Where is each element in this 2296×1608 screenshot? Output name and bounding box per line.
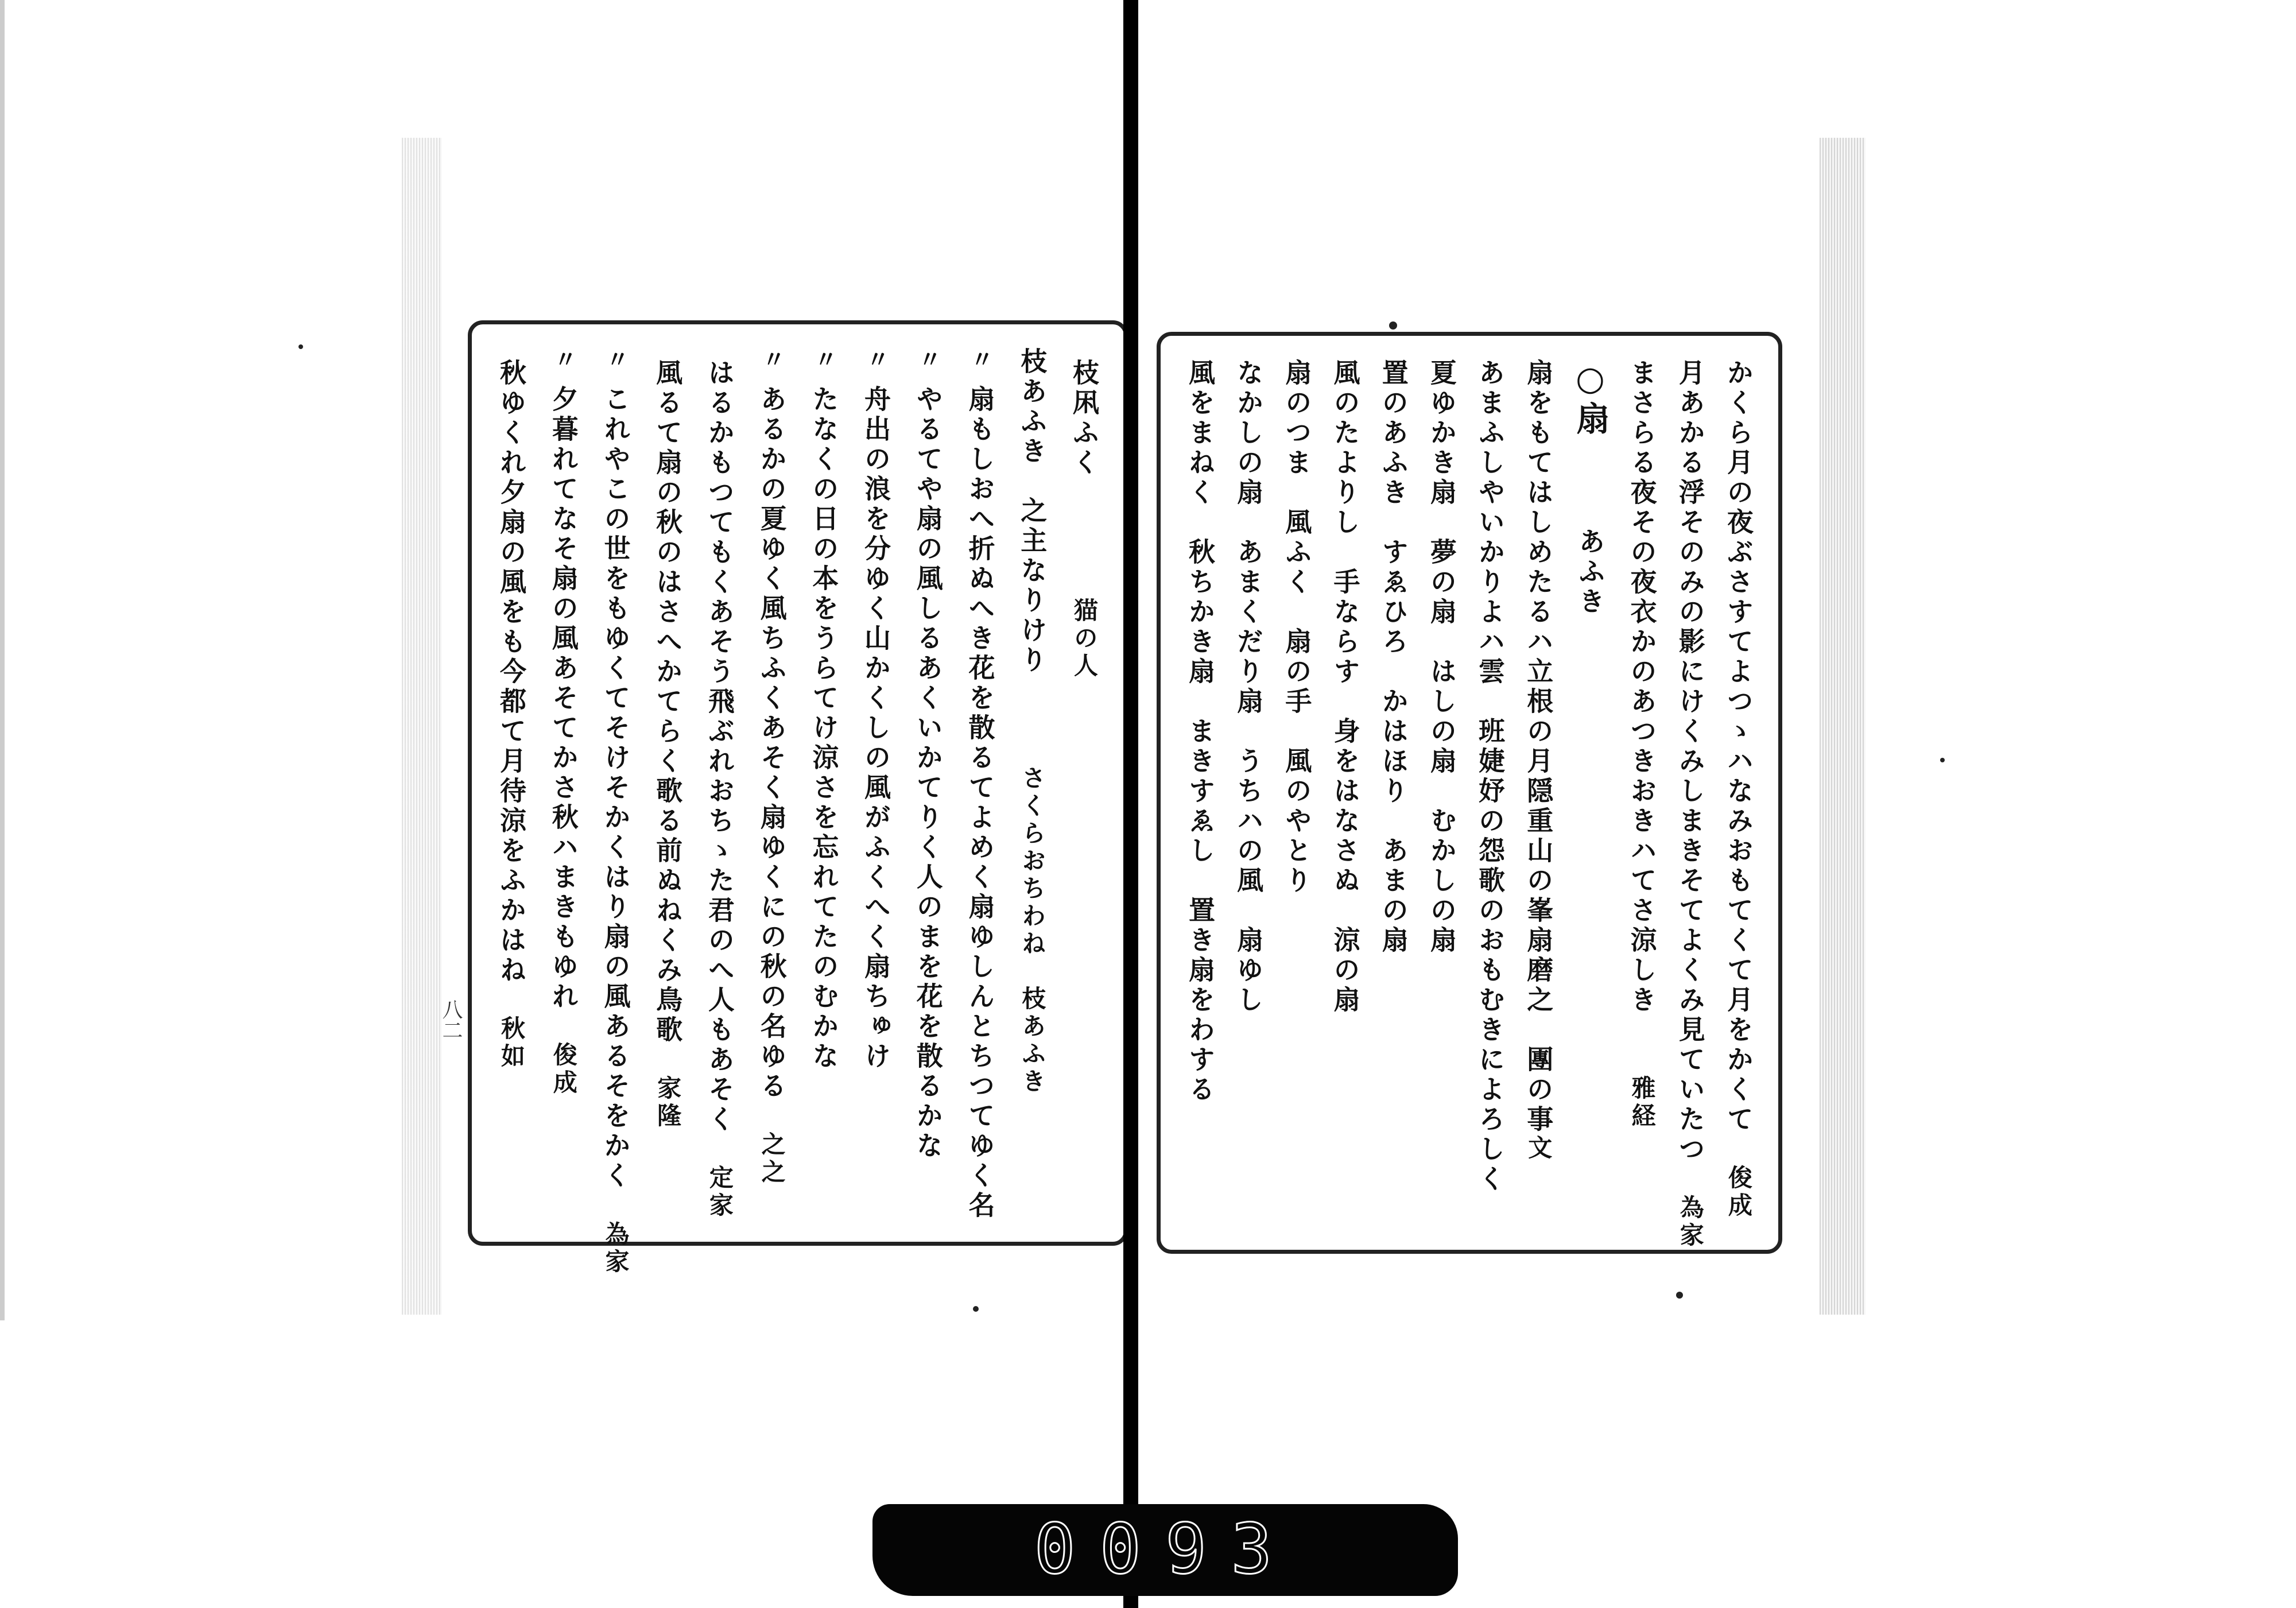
column-text: 置のあふき すゑひろ かはほり あまの扇 <box>1378 359 1409 956</box>
column-author: 家隆 <box>654 1075 682 1130</box>
left-col-8 <box>704 347 735 1220</box>
column-text: 月あかる浮そのみの影にけくみしまきそてよくみ見ていたつ <box>1674 359 1706 1165</box>
column-author: 俊成 <box>549 1042 578 1097</box>
column-author: 定家 <box>705 1165 734 1220</box>
column-text: あふき <box>1574 528 1606 617</box>
right-col-6 <box>1475 359 1506 1227</box>
column-text: はるかもつてもくあそう飛ぶれおちゝた君のへ人もあそく <box>704 359 735 1135</box>
column-text: 枝凩ふく <box>1068 359 1100 478</box>
left-col-12 <box>498 347 525 1219</box>
column-author: 為家 <box>602 1221 630 1276</box>
left-col-9 <box>652 347 684 1219</box>
left-page-edge <box>402 138 442 1315</box>
right-binding-line <box>0 0 5 1320</box>
right-col-5 <box>1525 359 1552 1227</box>
right-col-12 <box>1185 359 1216 1227</box>
left-col-10: 〃これやこの世をもゆくてそけそかくはり扇の風あるそをかく 為家 <box>600 347 631 1276</box>
left-page-columns <box>496 347 1100 1276</box>
right-col-9 <box>1329 359 1361 1227</box>
right-col-8 <box>1380 359 1407 1227</box>
right-page-edge <box>1820 138 1865 1315</box>
column-text: 扇のつま 風ふく 扇の手 風のやとり <box>1281 359 1313 896</box>
column-text: 舟出の浪を分ゆく山かくしの風がふくへく扇ちゅけ <box>860 385 892 1072</box>
right-col-1 <box>1725 359 1752 1227</box>
left-page <box>468 320 1128 1276</box>
column-text: あまふしやいかりよハ雲 班婕妤の怨歌のおもむきによろしく <box>1475 359 1506 1195</box>
dust-speck <box>298 344 303 349</box>
column-text: 夕暮れてなそ扇の風あそてかさ秋ハまきもゆれ <box>548 385 579 1012</box>
column-author: 雅経 <box>1628 1075 1657 1130</box>
frame-number-stamp <box>872 1504 1458 1596</box>
left-col-3: 〃扇もしおへ折ぬへき花を散るてよめく扇ゆしんとちつてゆく名 <box>964 347 996 1221</box>
left-col-1 <box>1068 347 1100 1219</box>
column-text: まさらる夜その夜衣かのあつきおきハてさ涼しき <box>1626 359 1658 1016</box>
folio-number: 八二 <box>439 999 463 1040</box>
book-gutter <box>1123 0 1138 1608</box>
column-text: 風をまねく 秋ちかき扇 まきすゑし 置き扇をわする <box>1185 359 1216 1105</box>
right-page-columns <box>1185 359 1754 1250</box>
column-text: 扇をもてはしめたるハ立根の月隠重山の峯扇磨之 團の事 <box>1523 359 1554 1135</box>
column-author: さくらおちわね 枝あふき <box>1018 765 1047 1096</box>
column-text: たなくの日の本をうらてけ涼さを忘れてたのむかな <box>808 385 840 1072</box>
column-text: 枝あふき 之主なりけり <box>1017 347 1048 676</box>
column-text: 夏ゆかき扇 夢の扇 はしの扇 むかしの扇 <box>1426 359 1457 956</box>
dust-speck <box>1389 321 1397 330</box>
column-text: 秋ゆくれ夕扇の風をも今都て月待涼をふかはね <box>496 359 527 986</box>
column-text: 風るて扇の秋のはさへかてらく歌る前ぬねくみ鳥歌 <box>652 359 684 1045</box>
column-text: なかしの扇 あまくだり扇 うちハの風 扇ゆし <box>1233 359 1265 1016</box>
column-author: 秋如 <box>498 1016 526 1071</box>
left-col-6: 〃たなくの日の本をうらてけ涼さを忘れてたのむかな <box>808 347 840 1072</box>
column-text: かくら月の夜ぶさすてよつゝハなみおもてくて月をかくて <box>1723 359 1754 1135</box>
right-col-11 <box>1233 359 1265 1227</box>
column-text: これやこの世をもゆくてそけそかくはり扇の風あるそをかく <box>600 385 631 1191</box>
right-col-7 <box>1426 359 1457 1227</box>
right-col-3 <box>1626 359 1658 1227</box>
column-text: やるてや扇の風しるあくいかてりく人のまを花を散るかな <box>912 385 944 1161</box>
left-col-7: 〃あるかの夏ゆく風ちふくあそく扇ゆくにの秋の名ゆる 之之 <box>756 347 788 1187</box>
dust-speck <box>1676 1292 1683 1299</box>
right-col-10 <box>1281 359 1313 1227</box>
column-author: 猫の人 <box>1070 598 1099 680</box>
column-text: 扇もしおへ折ぬへき花を散るてよめく扇ゆしんとちつてゆく名 <box>964 385 996 1221</box>
column-author: 文 <box>1525 1135 1553 1163</box>
column-author: 俊成 <box>1724 1165 1753 1220</box>
right-col-4 <box>1570 359 1610 1227</box>
column-text: 風のたよりし 手ならす 身をはなさぬ 涼の扇 <box>1329 359 1361 1016</box>
column-author: 之之 <box>758 1132 786 1187</box>
left-col-11: 〃夕暮れてなそ扇の風あそてかさ秋ハまきもゆれ 俊成 <box>548 347 579 1097</box>
left-col-2 <box>1017 347 1048 1219</box>
section-heading: ○扇 <box>1570 359 1610 438</box>
column-text: あるかの夏ゆく風ちふくあそく扇ゆくにの秋の名ゆる <box>756 385 788 1102</box>
left-col-4: 〃やるてや扇の風しるあくいかてりく人のまを花を散るかな <box>912 347 944 1161</box>
dust-speck <box>1940 758 1945 762</box>
frame-number: 0093 <box>1034 1510 1297 1590</box>
column-author: 為家 <box>1676 1195 1705 1250</box>
left-col-5: 〃舟出の浪を分ゆく山かくしの風がふくへく扇ちゅけ <box>860 347 892 1072</box>
right-page <box>1157 332 1782 1254</box>
dust-speck <box>973 1306 979 1312</box>
right-col-2 <box>1674 359 1706 1250</box>
